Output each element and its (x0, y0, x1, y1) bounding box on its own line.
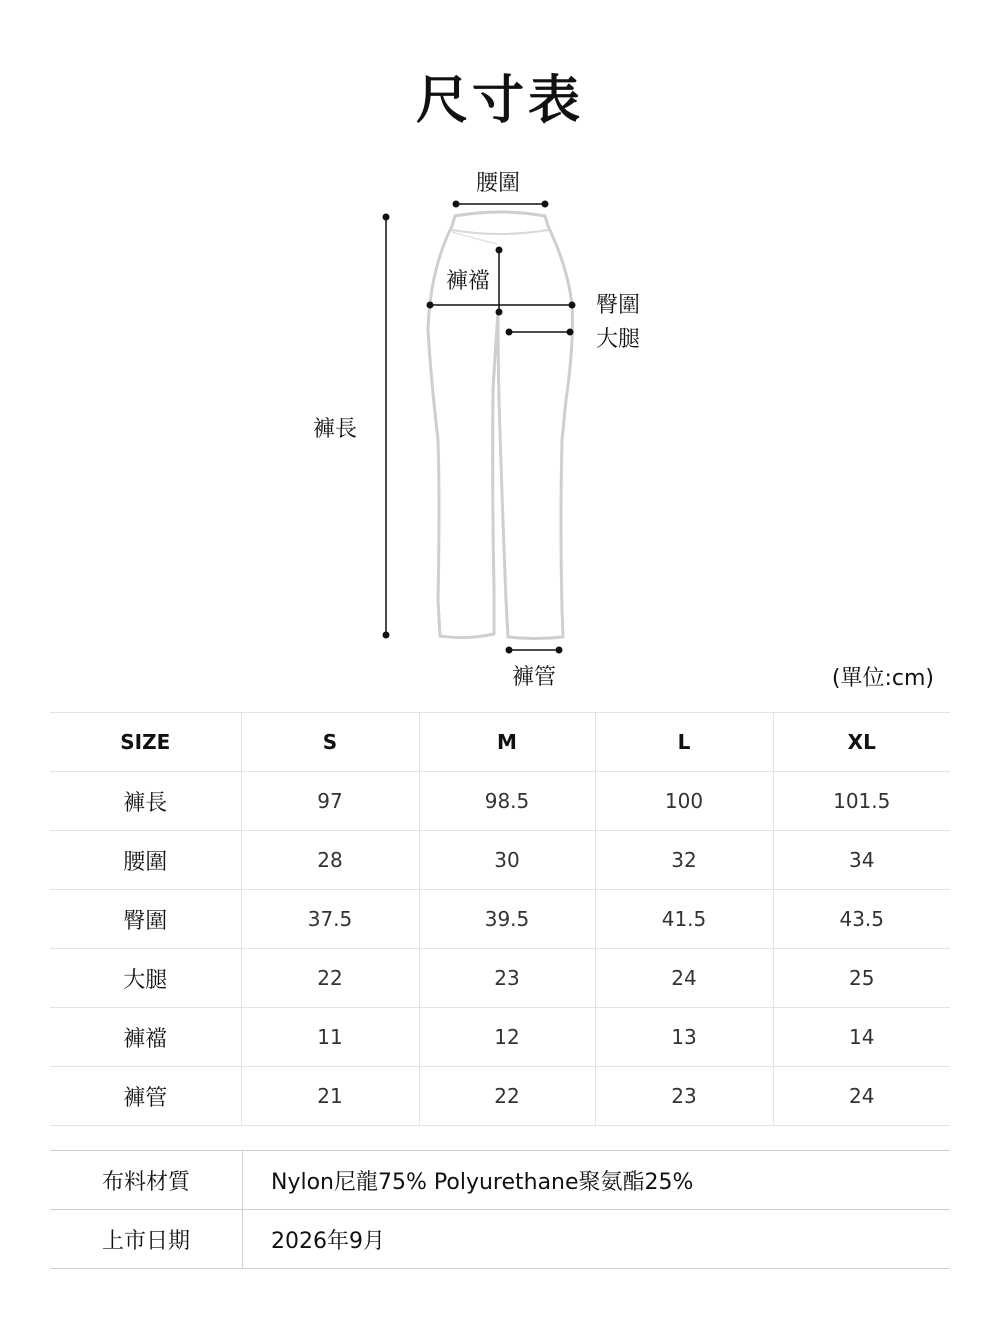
table-cell: 43.5 (773, 890, 950, 949)
table-row (50, 772, 950, 831)
page-title: 尺寸表 (415, 71, 584, 131)
thigh-label: 大腿 (596, 327, 641, 352)
header-xl: XL (773, 713, 950, 772)
fabric-label: 布料材質 (50, 1151, 243, 1210)
fabric-row (50, 1151, 950, 1210)
header-s: S (241, 713, 419, 772)
release-date-label: 上市日期 (50, 1210, 243, 1269)
table-cell: 23 (595, 1067, 773, 1126)
table-cell: 30 (419, 831, 595, 890)
row-label: 褲管 (50, 1067, 241, 1126)
product-info-table (50, 1150, 950, 1269)
row-label: 大腿 (50, 949, 241, 1008)
table-cell: 32 (595, 831, 773, 890)
table-row (50, 1008, 950, 1067)
table-cell: 13 (595, 1008, 773, 1067)
table-row (50, 1067, 950, 1126)
hip-label: 臀圍 (596, 293, 641, 318)
header-size: SIZE (50, 713, 241, 772)
table-cell: 22 (241, 949, 419, 1008)
table-cell: 34 (773, 831, 950, 890)
table-cell: 37.5 (241, 890, 419, 949)
table-cell: 97 (241, 772, 419, 831)
table-cell: 24 (773, 1067, 950, 1126)
row-label: 腰圍 (50, 831, 241, 890)
header-l: L (595, 713, 773, 772)
row-label: 臀圍 (50, 890, 241, 949)
hem-label: 褲管 (512, 665, 557, 690)
row-label: 褲襠 (50, 1008, 241, 1067)
table-cell: 101.5 (773, 772, 950, 831)
row-label: 褲長 (50, 772, 241, 831)
table-cell: 23 (419, 949, 595, 1008)
size-header-row (50, 713, 950, 772)
waist-label: 腰圍 (476, 171, 521, 196)
table-cell: 24 (595, 949, 773, 1008)
release-date-row (50, 1210, 950, 1269)
length-label: 褲長 (313, 417, 358, 442)
size-table (50, 712, 950, 1126)
table-cell: 41.5 (595, 890, 773, 949)
unit-note: (單位:cm) (831, 666, 934, 691)
table-cell: 100 (595, 772, 773, 831)
header-m: M (419, 713, 595, 772)
table-cell: 39.5 (419, 890, 595, 949)
table-cell: 25 (773, 949, 950, 1008)
table-cell: 98.5 (419, 772, 595, 831)
table-row (50, 831, 950, 890)
release-date-value: 2026年9月 (243, 1210, 951, 1269)
table-cell: 22 (419, 1067, 595, 1126)
table-cell: 28 (241, 831, 419, 890)
table-cell: 21 (241, 1067, 419, 1126)
table-cell: 11 (241, 1008, 419, 1067)
table-cell: 14 (773, 1008, 950, 1067)
rise-label: 褲襠 (446, 269, 491, 294)
table-row (50, 890, 950, 949)
table-cell: 12 (419, 1008, 595, 1067)
fabric-value: Nylon尼龍75% Polyurethane聚氨酯25% (243, 1151, 951, 1210)
table-row (50, 949, 950, 1008)
